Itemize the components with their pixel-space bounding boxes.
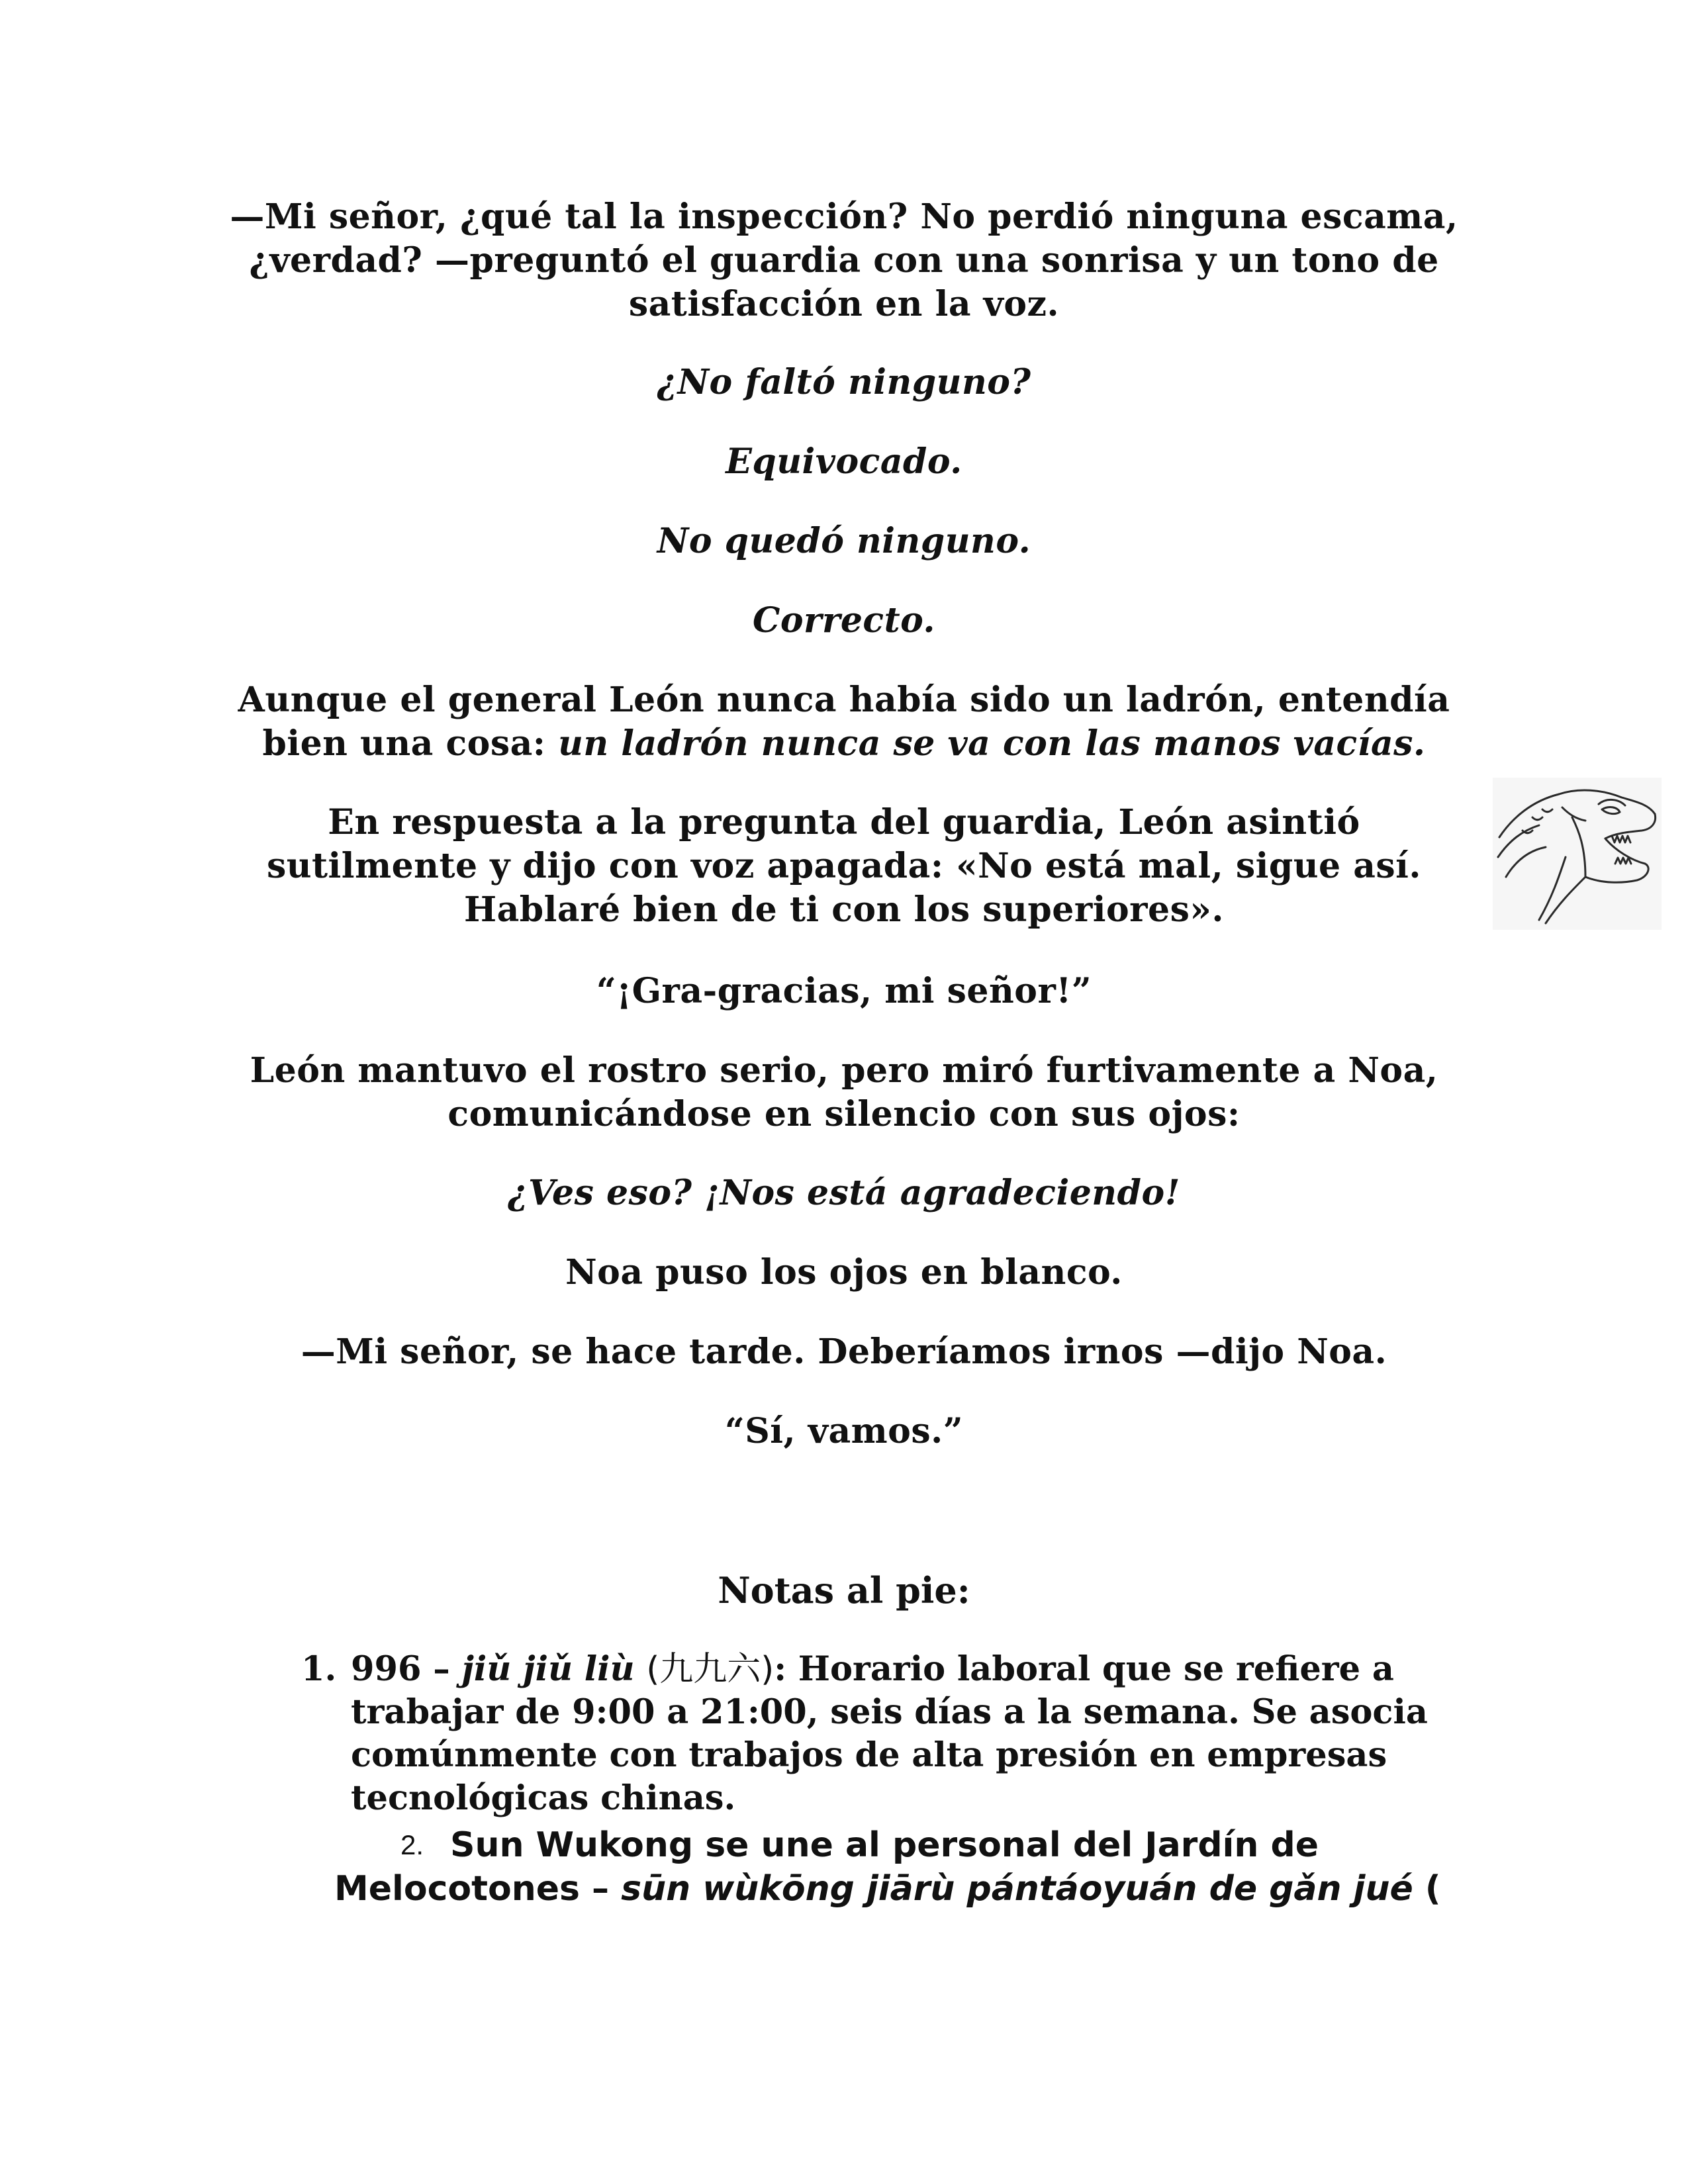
paragraph-leon-glance: León mantuvo el rostro serio, pero miró furtivamente a Noa, comunicándose en silencio con sus ojos: (250, 1050, 1438, 1134)
footnote-number: 2. (400, 1829, 424, 1860)
paragraph-italic-thought: Equivocado. (726, 441, 962, 482)
paragraph-guard-question: —Mi señor, ¿qué tal la inspección? No perdió ninguna escama, ¿verdad? —preguntó el guardia con una sonrisa y un tono de satisfacción en la voz. (230, 197, 1458, 324)
paragraph-leon-reply: En respuesta a la pregunta del guardia, León asintió sutilmente y dijo con voz apagada: «No está mal, sigue así. Hablaré bien de ti con los superiores». (266, 802, 1422, 930)
paragraph-noa-speech: —Mi señor, se hace tarde. Deberíamos irnos —dijo Noa. (301, 1332, 1387, 1372)
footnote-pinyin: jiǔ jiǔ liù (461, 1649, 635, 1689)
footnote-term: 996 – (351, 1649, 450, 1689)
footnotes-heading: Notas al pie: (718, 1569, 970, 1612)
paragraph-italic-thought: Correcto. (752, 600, 935, 641)
paragraph-general-leon (225, 678, 1463, 766)
paragraph-italic-thought: ¿No faltó ninguno? (657, 362, 1031, 402)
footnote-pinyin: sūn wùkōng jiārù pántáoyuán de gǎn jué (621, 1869, 1413, 1909)
paragraph-plain-text: Aunque el general León nunca había sido un ladrón, entendía bien una cosa: (238, 680, 1450, 764)
footnote-term: Sun Wukong se une al personal del Jardín de Melocotones – (334, 1825, 1319, 1909)
paragraph-italic-text: un ladrón nunca se va con las manos vacías. (558, 723, 1426, 764)
footnote-item-1 (351, 1648, 1470, 1820)
paragraph-noa-eyes: Noa puso los ojos en blanco. (565, 1252, 1123, 1293)
footnote-text: : Horario laboral que se refiere a trabajar de 9:00 a 21:00, seis días a la semana. Se asocia comúnmente con trabajos de alta presión en empresas tecnológicas chinas. (351, 1649, 1428, 1818)
footnote-hanzi: (九九六) (646, 1650, 774, 1689)
footnote-hanzi: ( (1425, 1869, 1441, 1909)
paragraph-lets-go: “Sí, vamos.” (724, 1411, 964, 1451)
paragraph-italic-thought: No quedó ninguno. (657, 521, 1031, 561)
dragon-head-sketch-icon (1493, 778, 1662, 930)
paragraph-italic-thought: ¿Ves eso? ¡Nos está agradeciendo! (508, 1173, 1180, 1213)
paragraph-guard-thanks: “¡Gra-gracias, mi señor!” (596, 971, 1092, 1011)
footnote-number: 1. (301, 1649, 337, 1689)
footnote-item-2 (334, 1823, 1473, 1911)
dragon-illustration (1493, 778, 1662, 930)
